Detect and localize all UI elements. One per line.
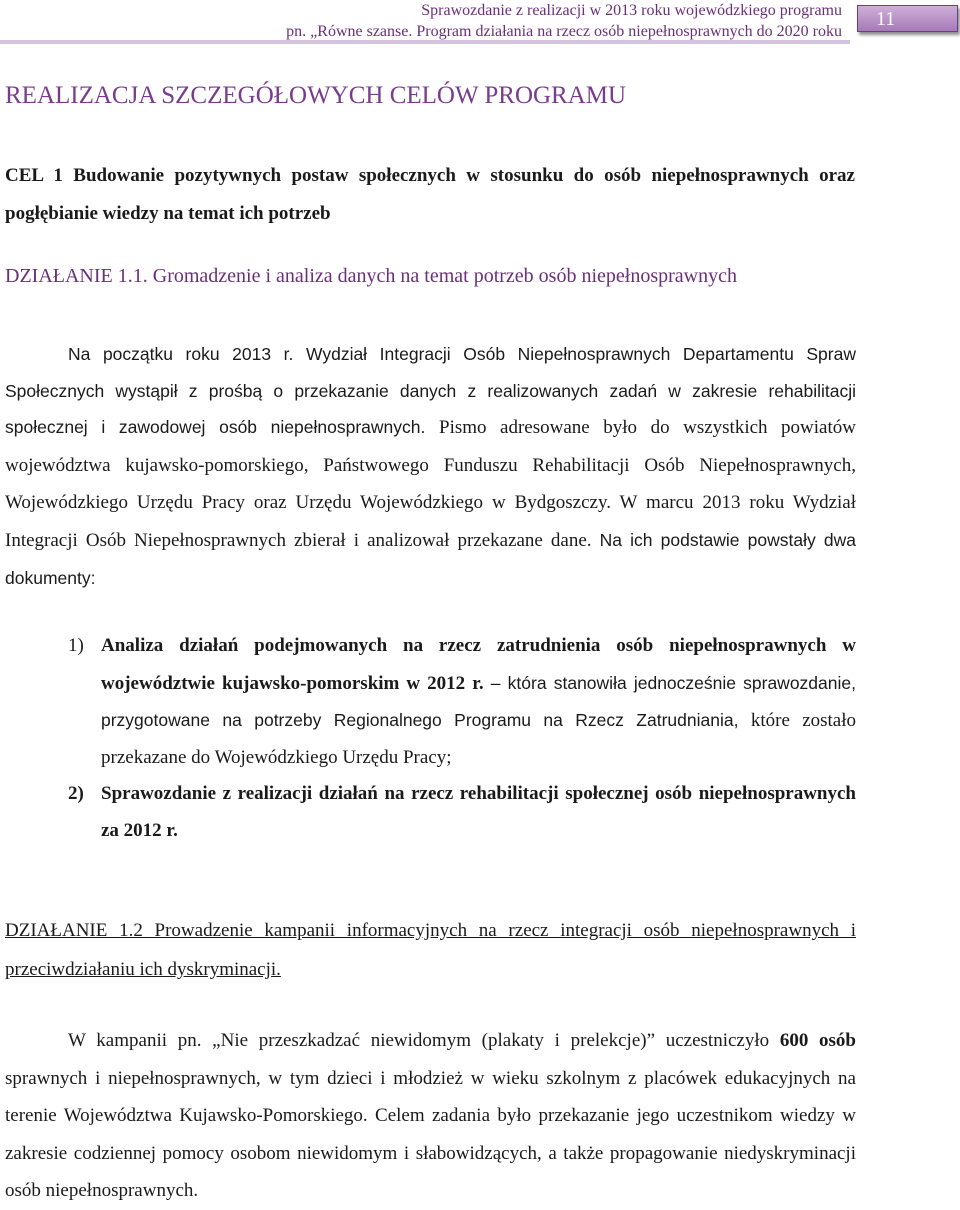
paragraph-2-rest: sprawnych i niepełnosprawnych, w tym dzieci i młodzież w wieku szkolnym z placówek edukacyjnych na terenie Województwa Kujawsko-Pomorskiego. Celem zadania było przekazanie jego uczestnikom wiedzy w zakresie codziennej pomocy osobom niewidomym i słabowidzących, a także propagowanie niedyskryminacji osób niepełnosprawnych. [5, 1067, 856, 1202]
document-title: Sprawozdanie z realizacji działań na rzecz rehabilitacji społecznej osób niepełnosprawnych za 2012 r. [101, 783, 856, 841]
document-description-end: które zostało przekazane do Wojewódzkiego Urzędu Pracy; [101, 710, 857, 768]
page-header [0, 0, 960, 45]
paragraph-1-part-2: Pismo adresowane było do wszystkich powiatów województwa kujawsko-pomorskiego, Państwowego Funduszu Rehabilitacji Osób Niepełnosprawnych, Wojewódzkiego Urzędu Pracy oraz Urzędu Wojewódzkiego w Bydgoszczy. [5, 417, 856, 514]
list-marker: 1) [68, 635, 84, 656]
header-line-2: pn. „Równe szanse. Program działania na rzecz osób niepełnosprawnych do 2020 roku [286, 23, 842, 40]
header-divider [0, 40, 850, 44]
running-header [286, 0, 842, 42]
document-title: Analiza działań podejmowanych na rzecz zatrudnienia osób niepełnosprawnych w województwie kujawsko-pomorskim w 2012 r. [101, 635, 856, 694]
list-item [68, 776, 856, 849]
list-item [68, 628, 856, 776]
paragraph-1-part-4: Na ich podstawie powstały dwa dokumenty: [5, 529, 856, 588]
paragraph-1-part-1: Na początku roku 2013 r. Wydział Integracji Osób Niepełnosprawnych Departamentu Spraw Społecznych wystąpił z prośbą o przekazanie danych z realizowanych zadań w zakresie rehabilitacji społecznej i zawodowej osób niepełnosprawnych. [5, 344, 856, 438]
document-description: – która stanowiła jednocześnie sprawozdanie, przygotowane na potrzeby Regionalnego Programu na Rzecz Zatrudniania, [101, 672, 856, 731]
page-number-badge: 11 [857, 5, 958, 32]
section-title: REALIZACJA SZCZEGÓŁOWYCH CELÓW PROGRAMU [5, 82, 627, 109]
paragraph-2-intro: W kampanii pn. „Nie przeszkadzać niewidomym (plakaty i prelekcje)” uczestniczyło [68, 1030, 780, 1051]
documents-list [68, 628, 856, 850]
goal-heading: CEL 1 Budowanie pozytywnych postaw społecznych w stosunku do osób niepełnosprawnych oraz pogłębianie wiedzy na temat ich potrzeb [5, 165, 855, 224]
paragraph-1-part-3: W marcu 2013 roku Wydział Integracji Osób Niepełnosprawnych zbierał i analizował przekazane dane. [5, 492, 856, 551]
body-paragraph-1 [5, 336, 856, 596]
list-marker: 2) [68, 783, 84, 805]
participant-unit: osób [808, 1030, 856, 1051]
action-heading-1-1: DZIAŁANIE 1.1. Gromadzenie i analiza danych na temat potrzeb osób niepełnosprawnych [5, 265, 737, 287]
header-line-1: Sprawozdanie z realizacji w 2013 roku wojewódzkiego programu [421, 2, 842, 19]
action-heading-1-2: DZIAŁANIE 1.2 Prowadzenie kampanii informacyjnych na rzecz integracji osób niepełnosprawnych i przeciwdziałaniu ich dyskryminacji. [5, 920, 856, 980]
participant-count: 600 [779, 1030, 809, 1051]
body-paragraph-2 [5, 1022, 856, 1210]
